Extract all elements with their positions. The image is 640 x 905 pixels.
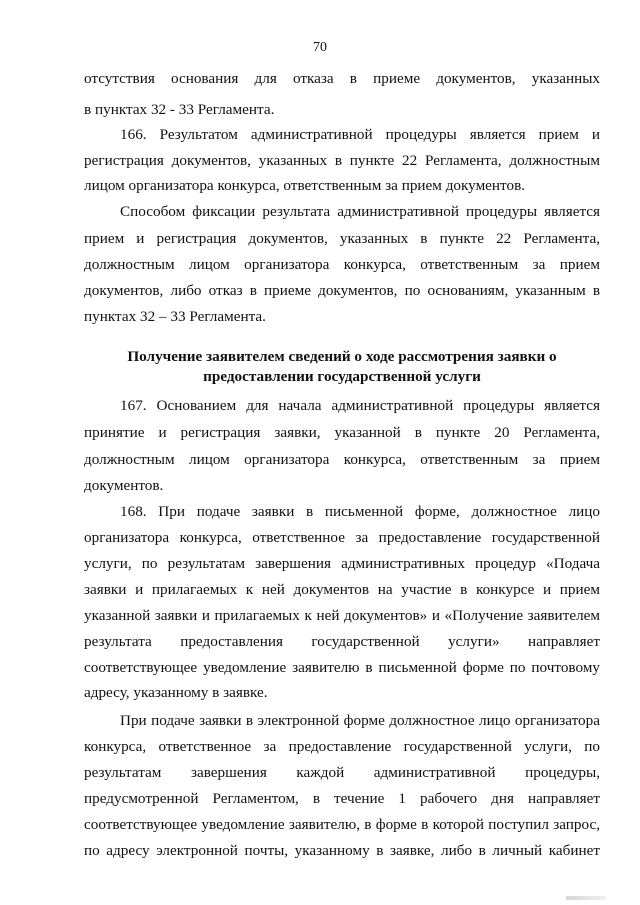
scan-artifact	[566, 896, 606, 900]
paragraph-line: документов.	[84, 477, 164, 494]
paragraph-line: по адресу электронной почты, указанному в заявке, либо в личный кабинет	[84, 842, 600, 859]
paragraph-line: услуги, по результатам завершения административных процедур «Подача	[84, 555, 600, 572]
paragraph-line: прием и регистрация документов, указанных в пункте 22 Регламента,	[84, 230, 600, 247]
paragraph-line: результата предоставления государственной услуги» направляет	[84, 633, 600, 650]
paragraph-line: должностным лицом организатора конкурса, ответственным за прием	[84, 256, 600, 273]
paragraph-line: конкурса, ответственное за предоставление государственной услуги, по	[84, 738, 600, 755]
section-heading-line: предоставлении государственной услуги	[203, 368, 481, 385]
paragraph-line: соответствующее уведомление заявителю в письменной форме по почтовому	[84, 659, 600, 676]
paragraph-line: результатам завершения каждой административной процедуры,	[84, 764, 600, 781]
paragraph-line: регистрация документов, указанных в пункте 22 Регламента, должностным	[84, 152, 600, 169]
paragraph-line: пунктах 32 – 33 Регламента.	[84, 308, 266, 325]
paragraph-line: указанной заявки и прилагаемых к ней документов» и «Получение заявителем	[84, 607, 600, 624]
paragraph-line: адресу, указанному в заявке.	[84, 684, 268, 701]
paragraph-line: соответствующее уведомление заявителю, в форме в которой поступил запрос,	[84, 816, 600, 833]
paragraph-line: При подаче заявки в электронной форме должностное лицо организатора	[120, 712, 600, 729]
paragraph-line: 168. При подаче заявки в письменной форме, должностное лицо	[120, 503, 600, 520]
paragraph-line: Способом фиксации результата административной процедуры является	[120, 203, 600, 220]
paragraph-line: принятие и регистрация заявки, указанной в пункте 20 Регламента,	[84, 424, 600, 441]
paragraph-line: 166. Результатом административной процедуры является прием и	[120, 126, 600, 143]
paragraph-line: заявки и прилагаемых к ней документов на участие в конкурсе и прием	[84, 581, 600, 598]
paragraph-line: организатора конкурса, ответственное за предоставление государственной	[84, 529, 600, 546]
paragraph-line: лицом организатора конкурса, ответственным за прием документов.	[84, 177, 526, 194]
paragraph-line: должностным лицом организатора конкурса, ответственным за прием	[84, 451, 600, 468]
section-heading-line: Получение заявителем сведений о ходе рассмотрения заявки о	[127, 348, 557, 365]
paragraph-line: предусмотренной Регламентом, в течение 1 рабочего дня направляет	[84, 790, 600, 807]
paragraph-line: в пунктах 32 - 33 Регламента.	[84, 101, 275, 118]
page-number: 70	[313, 40, 327, 55]
paragraph-line: документов, либо отказ в приеме документов, по основаниям, указанным в	[84, 282, 600, 299]
paragraph-line: отсутствия основания для отказа в приеме документов, указанных	[84, 70, 600, 87]
paragraph-line: 167. Основанием для начала административной процедуры является	[120, 397, 600, 414]
